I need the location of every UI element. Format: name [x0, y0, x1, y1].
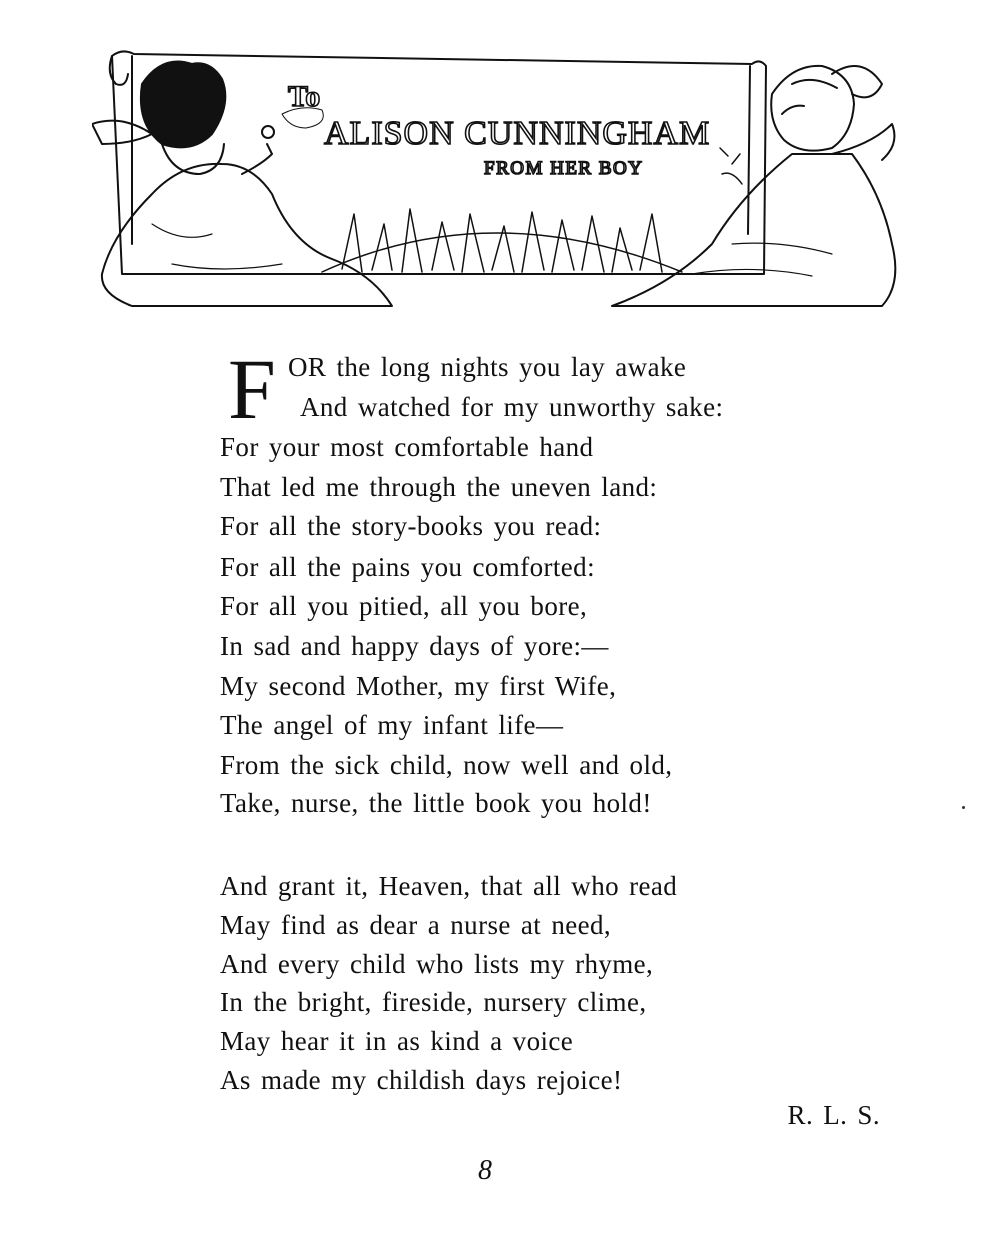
drop-cap: F: [228, 341, 277, 437]
poem-line: For all the story-books you read:: [220, 511, 602, 541]
poem-line: That led me through the uneven land:: [220, 472, 658, 502]
left-child-figure: [92, 62, 392, 307]
poem-line: In the bright, fireside, nursery clime,: [220, 987, 647, 1017]
dedication-to-lettering: To: [288, 80, 321, 113]
poem-line: Take, nurse, the little book you hold!: [220, 788, 652, 818]
right-child-figure: [612, 66, 895, 306]
poem-line: For all you pitied, all you bore,: [220, 591, 588, 621]
poem-line: And every child who lists my rhyme,: [220, 949, 654, 979]
page-number: 8: [478, 1155, 492, 1186]
recipient-lettering: ALISON CUNNINGHAM: [324, 115, 711, 152]
poem-line: From the sick child, now well and old,: [220, 750, 673, 780]
poem-line: May hear it in as kind a voice: [220, 1026, 574, 1056]
dedication-banner-illustration: [92, 44, 900, 316]
poem-line: OR the long nights you lay awake: [288, 352, 687, 382]
poem-line: My second Mother, my first Wife,: [220, 671, 617, 701]
poem-line: The angel of my infant life—: [220, 710, 564, 740]
poem-line: May find as dear a nurse at need,: [220, 910, 612, 940]
poem-line: And watched for my unworthy sake:: [300, 392, 724, 422]
scan-speck: [962, 806, 965, 809]
poem-line: As made my childish days rejoice!: [220, 1065, 623, 1095]
poem-line: For your most comfortable hand: [220, 432, 594, 462]
grass: [342, 209, 662, 272]
poem-line: For all the pains you comforted:: [220, 552, 595, 582]
poem-line: In sad and happy days of yore:—: [220, 631, 609, 661]
signature: R. L. S.: [787, 1100, 880, 1130]
poem-line: And grant it, Heaven, that all who read: [220, 871, 678, 901]
from-line-lettering: FROM HER BOY: [484, 158, 644, 179]
